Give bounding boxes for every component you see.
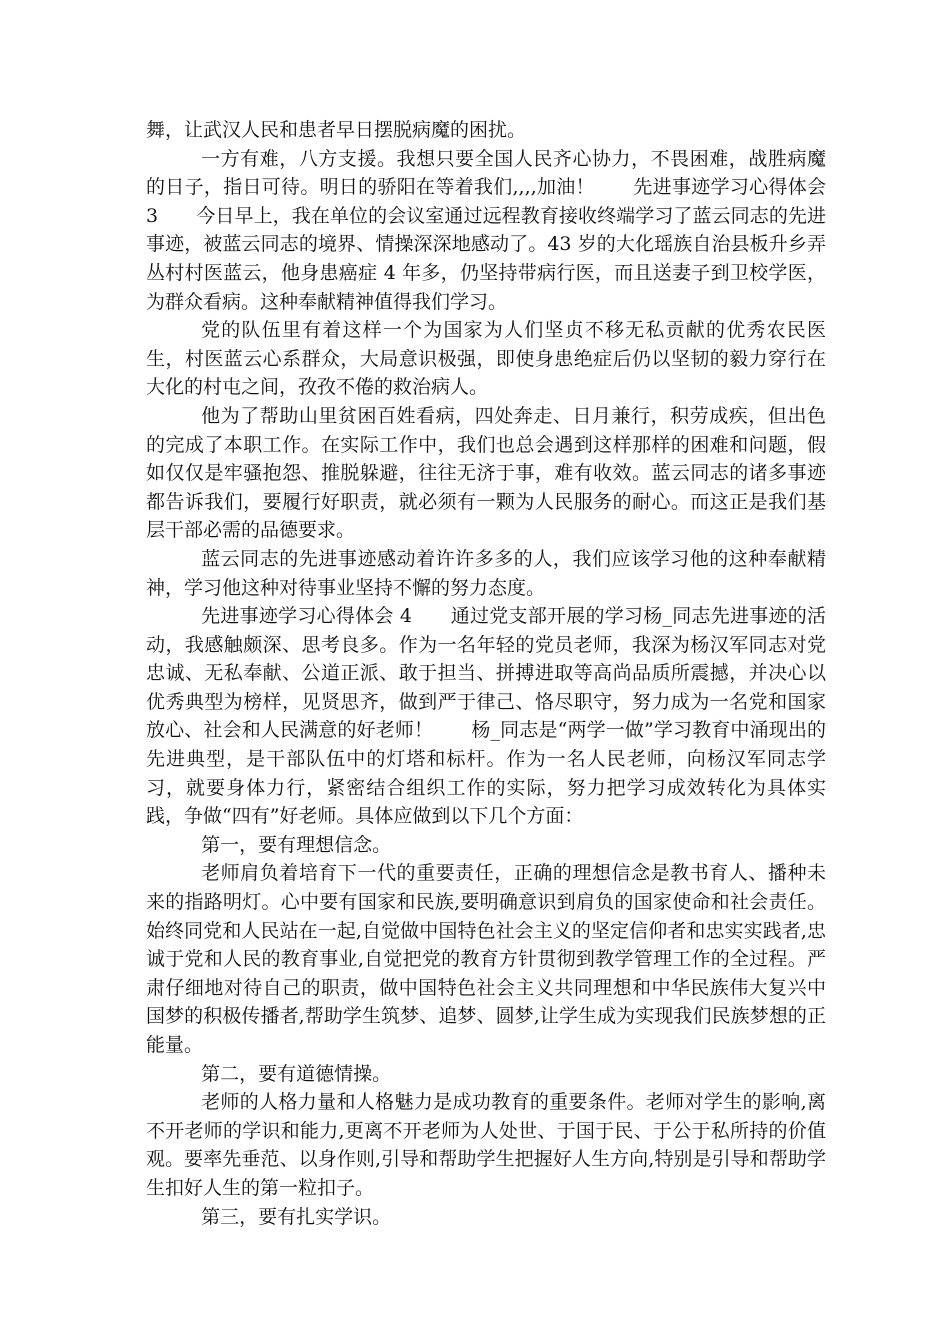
paragraph: 一方有难，八方支援。我想只要全国人民齐心协力，不畏困难，战胜病魔的日子，指日可待。明日的骄阳在等着我们,,,,加油！ 先进事迹学习心得体会 3 今日早上，我在单位的会议室通过远程教育接收终端学习了蓝云同志的先进事迹，被蓝云同志的境界、情操深深地感动了。43 岁的大化瑶族自治县板升乡弄丛村村医蓝云，他身患癌症 4 年多，仍坚持带病行医，而且送妻子到卫校学医，为群众看病。这种奉献精神值得我们学习。 [146, 147, 833, 313]
paragraph: 党的队伍里有着这样一个为国家为人们坚贞不移无私贡献的优秀农民医生，村医蓝云心系群众，大局意识极强，即使身患绝症后仍以坚韧的毅力穿行在大化的村屯之间，孜孜不倦的救治病人。 [146, 319, 826, 399]
paragraph: 老师肩负着培育下一代的重要责任，正确的理想信念是教书育人、播种未来的指路明灯。心中要有国家和民族,要明确意识到肩负的国家使命和社会责任。始终同党和人民站在一起,自觉做中国特色社会主义的坚定信仰者和忠实实践者,忠诚于党和人民的教育事业,自觉把党的教育方针贯彻到教学管理工作的全过程。严肃仔细地对待自己的职责，做中国特色社会主义共同理想和中华民族伟大复兴中国梦的积极传播者,帮助学生筑梦、追梦、圆梦,让学生成为实现我们民族梦想的正能量。 [146, 862, 826, 1056]
section-heading-1: 第一，要有理想信念。 [201, 833, 392, 856]
section-heading-3: 第三，要有扎实学识。 [201, 1205, 392, 1228]
section-heading-2: 第二，要有道德情操。 [201, 1062, 392, 1085]
paragraph: 舞，让武汉人民和患者早日摆脱病魔的困扰。 [146, 119, 527, 141]
paragraph: 先进事迹学习心得体会 4 通过党支部开展的学习杨_同志先进事迹的活动，我感触颇深、思考良多。作为一名年轻的党员老师，我深为杨汉军同志对党忠诚、无私奉献、公道正派、敢于担当、拼搏进取等高尚品质所震撼，并决心以优秀典型为榜样，见贤思齐，做到严于律己、恪尽职守，努力成为一名党和国家放心、社会和人民满意的好老师！ 杨_同志是“两学一做”学习教育中涌现出的先进典型，是干部队伍中的灯塔和标杆。作为一名人民老师，向杨汉军同志学习，就要身体力行，紧密结合组织工作的实际，努力把学习成效转化为具体实践，争做“四有”好老师。具体应做到以下几个方面： [146, 605, 826, 828]
paragraph: 老师的人格力量和人格魅力是成功教育的重要条件。老师对学生的影响,离不开老师的学识和能力,更离不开老师为人处世、于国于民、于公于私所持的价值观。要率先垂范、以身作则,引导和帮助学生把握好人生方向,特别是引导和帮助学生扣好人生的第一粒扣子。 [146, 1091, 826, 1199]
paragraph: 蓝云同志的先进事迹感动着许许多多的人，我们应该学习他的这种奉献精神，学习他这种对待事业坚持不懈的努力态度。 [146, 547, 826, 599]
paragraph: 他为了帮助山里贫困百姓看病，四处奔走、日月兼行，积劳成疾，但出色的完成了本职工作。在实际工作中，我们也总会遇到这样那样的困难和问题，假如仅仅是牢骚抱怨、推脱躲避，往往无济于事，难有收效。蓝云同志的诸多事迹都告诉我们，要履行好职责，就必须有一颗为人民服务的耐心。而这正是我们基层干部必需的品德要求。 [146, 404, 826, 542]
document-page [146, 116, 833, 1231]
